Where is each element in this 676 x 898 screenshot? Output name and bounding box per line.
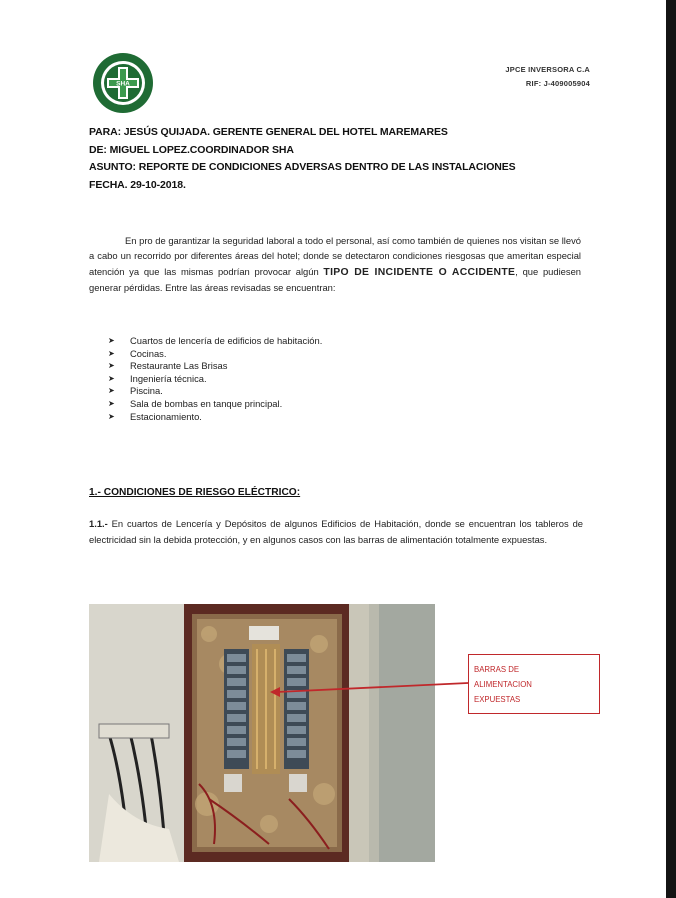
company-name: JPCE INVERSORA C.A <box>505 65 590 74</box>
callout-box <box>468 654 600 714</box>
memo-fecha: FECHA. 29-10-2018. <box>89 178 186 191</box>
arrow-bullet-icon: ➤ <box>108 361 115 371</box>
list-item-text: Piscina. <box>130 385 163 397</box>
section-title: 1.- CONDICIONES DE RIESGO ELÉCTRICO: <box>89 487 301 498</box>
arrow-bullet-icon: ➤ <box>108 411 115 421</box>
arrow-bullet-icon: ➤ <box>108 398 115 408</box>
list-item-text: Ingeniería técnica. <box>130 372 207 384</box>
arrow-bullet-icon: ➤ <box>108 348 115 358</box>
arrow-bullet-icon: ➤ <box>108 336 115 345</box>
list-item-text: Estacionamiento. <box>130 410 202 422</box>
arrow-bullet-icon: ➤ <box>108 386 115 396</box>
section-text: En cuartos de Lencería y Depósitos de algunos Edificios de Habitación, donde se encuentran los tableros de electricidad sin la debida protección, y en algunos casos con las barras de alimentación totalmente expuestas. <box>89 518 583 545</box>
section-number: 1.1.- <box>89 518 108 529</box>
arrow-bullet-icon: ➤ <box>108 373 115 383</box>
memo-asunto: ASUNTO: REPORTE DE CONDICIONES ADVERSAS DENTRO DE LAS INSTALACIONES <box>89 161 516 173</box>
logo-text: SHA <box>116 80 130 88</box>
list-item-text: Restaurante Las Brisas <box>130 360 228 372</box>
callout-line-2: ALIMENTACION <box>474 680 532 689</box>
callout-line-1: BARRAS DE <box>474 665 520 674</box>
list-item-text: Cuartos de lencería de edificios de habitación. <box>130 335 323 346</box>
memo-para: PARA: JESÚS QUIJADA. GERENTE GENERAL DEL HOTEL MAREMARES <box>89 126 448 138</box>
intro-emphasis: TIPO DE INCIDENTE O ACCIDENTE <box>323 266 516 278</box>
company-rif: RIF: J-409005904 <box>525 79 590 88</box>
callout-line-3: EXPUESTAS <box>474 695 521 704</box>
intro-text-after: , que pudiesen generar pérdidas. Entre las áreas revisadas se encuentran: <box>89 265 582 293</box>
list-item-text: Sala de bombas en tanque principal. <box>130 397 283 409</box>
list-item-text: Cocinas. <box>130 347 167 359</box>
intro-text-before: En pro de garantizar la seguridad laboral a todo el personal, así como también de quienes nos visitan se llevó a cabo un recorrido por diferentes áreas del hotel; donde se detectaron condiciones riesgosas que ameritan especial atención ya que las mismas podrían provocar algún <box>89 235 581 277</box>
memo-de: DE: MIGUEL LOPEZ.COORDINADOR SHA <box>89 143 294 156</box>
